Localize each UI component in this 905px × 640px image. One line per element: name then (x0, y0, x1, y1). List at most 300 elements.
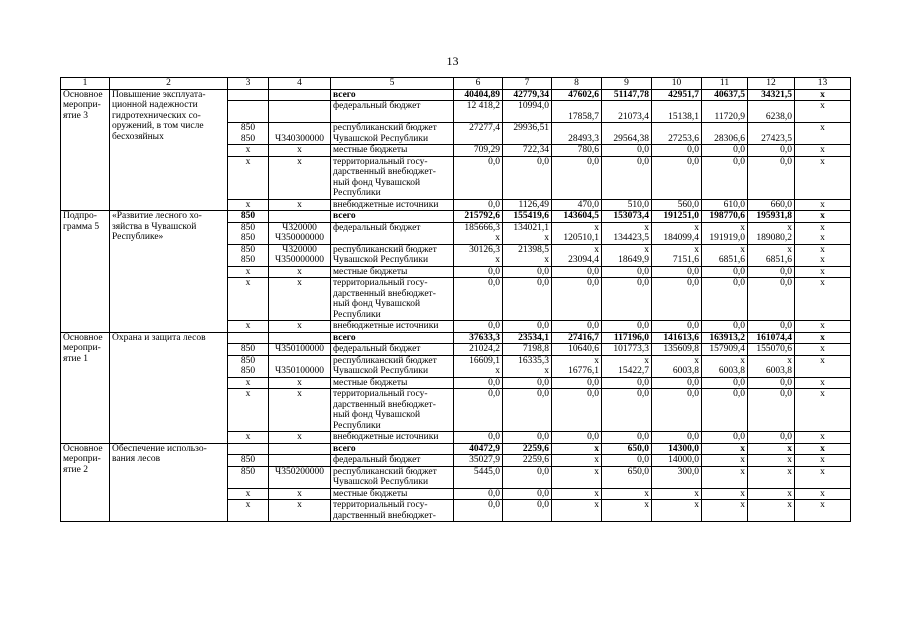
cell-line: x (594, 443, 599, 454)
cell-line: 16335,3 (518, 355, 549, 366)
value-cell-col-11 (702, 156, 748, 199)
cell-line (750, 123, 792, 134)
cell-line: x (820, 145, 825, 155)
value-cell-col-9 (602, 332, 652, 344)
cell-line: оружений, в том числе (112, 121, 204, 131)
funding-source-cell (331, 211, 454, 223)
cell-line: 780,6 (577, 145, 599, 155)
cell-line: 27423,5 (761, 133, 792, 144)
cell-line: 18649,9 (618, 255, 649, 265)
cell-line: федеральный бюджет (333, 101, 421, 111)
cell-line: республиканский бюджет (333, 355, 437, 366)
funding-source-cell (331, 89, 454, 101)
grbs-code-cell (228, 500, 269, 522)
table-row (61, 89, 851, 101)
value-cell-col-11 (702, 123, 748, 145)
grbs-code-cell (228, 123, 269, 145)
cell-line: 10640,6 (568, 344, 599, 354)
funding-source-cell (331, 466, 454, 488)
cell-line: x (820, 123, 825, 133)
cell-line: 42951,7 (668, 89, 699, 100)
value-cell-col-8 (552, 344, 602, 356)
cell-line: 0,0 (733, 145, 745, 155)
cell-line: республиканский бюджет (333, 244, 437, 255)
page-number: 13 (446, 54, 459, 68)
cell-line (230, 101, 266, 112)
cell-line: 27416,7 (568, 332, 599, 343)
cell-line: 47602,6 (568, 89, 599, 100)
cell-line: 28493,3 (568, 133, 599, 144)
cell-line: Ч350100000 (275, 366, 324, 376)
value-cell-col-8 (552, 278, 602, 321)
cell-line: всего (333, 443, 356, 454)
value-cell-col-12 (748, 432, 795, 444)
grbs-code-cell (228, 377, 269, 389)
cell-line: x (297, 377, 302, 388)
cell-line: дарственный внебюджет- (333, 399, 436, 410)
cell-line: 40637,5 (714, 89, 745, 100)
cell-line: 7198,8 (522, 344, 549, 354)
value-cell-col-7 (503, 500, 552, 522)
cell-line: 163913,2 (709, 332, 745, 343)
cell-line: 2259,6 (522, 455, 549, 465)
cell-line: x (820, 332, 825, 343)
column-number-9: 9 (602, 78, 652, 90)
value-cell-col-8 (552, 244, 602, 266)
value-cell-col-13 (795, 278, 851, 321)
cell-line: x (740, 455, 745, 465)
target-article-cell (269, 89, 331, 101)
value-cell-col-11 (702, 278, 748, 321)
cell-line: 850 (240, 466, 256, 477)
value-cell-col-7 (503, 389, 552, 432)
cell-line: федеральный бюджет (333, 222, 421, 233)
value-cell-col-10 (652, 344, 702, 356)
value-cell-col-12 (748, 466, 795, 488)
value-cell-col-8 (552, 101, 602, 123)
column-number-1: 1 (61, 78, 110, 90)
cell-line: Республике» (112, 232, 164, 242)
cell-line (604, 101, 649, 112)
value-cell-col-13 (795, 89, 851, 101)
value-cell-col-6 (454, 211, 503, 223)
value-cell-col-7 (503, 321, 552, 333)
value-cell-col-13 (795, 344, 851, 356)
cell-line: 14000,0 (668, 455, 699, 465)
cell-line: Основное (63, 332, 103, 343)
grbs-code-cell (228, 244, 269, 266)
cell-line: 0,0 (687, 321, 699, 331)
cell-line: республиканский бюджет (333, 466, 437, 477)
value-cell-col-10 (652, 199, 702, 211)
cell-line: бесхозяйных (112, 131, 164, 142)
value-cell-col-8 (552, 89, 602, 101)
value-cell-col-13 (795, 101, 851, 123)
value-cell-col-10 (652, 321, 702, 333)
target-article-cell (269, 332, 331, 344)
value-cell-col-8 (552, 156, 602, 199)
value-cell-col-10 (652, 222, 702, 244)
grbs-code-cell (228, 156, 269, 199)
cell-line: федеральный бюджет (333, 455, 421, 465)
cell-line: 189080,2 (756, 233, 792, 243)
column-number-2: 2 (110, 78, 228, 90)
cell-line: x (544, 366, 549, 376)
value-cell-col-8 (552, 199, 602, 211)
value-cell-col-11 (702, 432, 748, 444)
cell-line: x (297, 321, 302, 331)
cell-line: 850 (240, 123, 256, 133)
cell-line: x (594, 244, 599, 255)
cell-line: x (544, 255, 549, 265)
cell-line: местные бюджеты (333, 377, 408, 388)
value-cell-col-8 (552, 488, 602, 500)
cell-line: 35027,9 (469, 455, 500, 465)
cell-line: Ч350100000 (275, 344, 324, 354)
cell-line: Ч320000 (282, 244, 317, 255)
value-cell-col-8 (552, 321, 602, 333)
value-cell-col-8 (552, 222, 602, 244)
cell-line: Ч340300000 (275, 133, 324, 144)
cell-line: 0,0 (637, 145, 649, 155)
value-cell-col-7 (503, 244, 552, 266)
cell-line: x (820, 266, 825, 277)
value-cell-col-12 (748, 211, 795, 223)
cell-line: 722,34 (522, 145, 549, 155)
value-cell-col-13 (795, 332, 851, 344)
value-cell-col-8 (552, 211, 602, 223)
block-name-cell (110, 332, 228, 443)
funding-source-cell (331, 432, 454, 444)
cell-line: меропри- (63, 343, 101, 353)
cell-line: ятие 3 (63, 110, 88, 121)
target-article-cell (269, 222, 331, 244)
cell-line: 40472,9 (469, 443, 500, 454)
value-cell-col-10 (652, 101, 702, 123)
cell-line: 2259,6 (522, 443, 549, 454)
value-cell-col-6 (454, 244, 503, 266)
cell-line: 101773,3 (613, 344, 649, 354)
cell-line: ный фонд Чувашской (333, 177, 421, 188)
value-cell-col-10 (652, 244, 702, 266)
cell-line: внебюджетные источники (333, 321, 439, 331)
cell-line: x (594, 488, 599, 499)
value-cell-col-13 (795, 145, 851, 157)
value-cell-col-11 (702, 222, 748, 244)
cell-line: x (740, 466, 745, 477)
cell-line: 34321,5 (761, 89, 792, 100)
cell-line: 215792,6 (464, 211, 500, 221)
cell-line: x (297, 389, 302, 399)
cell-line: 16776,1 (568, 366, 599, 376)
value-cell-col-10 (652, 156, 702, 199)
target-article-cell (269, 355, 331, 377)
column-number-11: 11 (702, 78, 748, 90)
value-cell-col-12 (748, 344, 795, 356)
funding-source-cell (331, 389, 454, 432)
value-cell-col-6 (454, 89, 503, 101)
value-cell-col-10 (652, 278, 702, 321)
value-cell-col-9 (602, 344, 652, 356)
cell-line: ятие 2 (63, 464, 88, 475)
value-cell-col-10 (652, 332, 702, 344)
value-cell-col-8 (552, 389, 602, 432)
cell-line: Чувашской Республики (333, 255, 429, 265)
grbs-code-cell (228, 222, 269, 244)
value-cell-col-12 (748, 101, 795, 123)
value-cell-col-6 (454, 466, 503, 488)
value-cell-col-6 (454, 355, 503, 377)
value-cell-col-13 (795, 432, 851, 444)
cell-line: x (820, 89, 825, 100)
cell-line: 23534,1 (518, 332, 549, 343)
cell-line: x (544, 233, 549, 243)
value-cell-col-7 (503, 278, 552, 321)
value-cell-col-13 (795, 244, 851, 266)
value-cell-col-6 (454, 443, 503, 455)
value-cell-col-12 (748, 266, 795, 278)
funding-source-cell (331, 278, 454, 321)
cell-line: территориальный госу- (333, 500, 428, 510)
cell-line: 134021,1 (513, 222, 549, 233)
cell-line: ятие 1 (63, 353, 88, 364)
value-cell-col-6 (454, 377, 503, 389)
cell-line: 0,0 (687, 156, 699, 167)
value-cell-col-13 (795, 466, 851, 488)
value-cell-col-7 (503, 222, 552, 244)
cell-line: грамма 5 (63, 221, 100, 232)
cell-line (654, 123, 699, 134)
cell-line: меропри- (63, 100, 101, 110)
value-cell-col-11 (702, 101, 748, 123)
cell-line: Республики (333, 420, 381, 431)
cell-line: Обеспечение использо- (112, 443, 207, 454)
cell-line: x (820, 233, 825, 243)
cell-line: 6003,8 (765, 366, 792, 376)
cell-line: «Развитие лесного хо- (112, 211, 202, 221)
cell-line: 42779,34 (513, 89, 549, 100)
cell-line: 21073,4 (618, 111, 649, 122)
cell-line: x (820, 211, 825, 221)
grbs-code-cell (228, 389, 269, 432)
cell-line: Подпро- (63, 211, 97, 221)
column-number-10: 10 (652, 78, 702, 90)
cell-line: 29936,51 (513, 123, 549, 133)
funding-source-cell (331, 222, 454, 244)
cell-line: x (740, 222, 745, 233)
cell-line: x (820, 321, 825, 331)
cell-line: x (740, 355, 745, 366)
grbs-code-cell (228, 101, 269, 123)
cell-line: 0,0 (780, 321, 792, 331)
cell-line: 0,0 (637, 321, 649, 331)
cell-line: 0,0 (780, 432, 792, 442)
cell-line: x (694, 355, 699, 366)
cell-line: x (787, 466, 792, 477)
value-cell-col-10 (652, 488, 702, 500)
value-cell-col-13 (795, 488, 851, 500)
value-cell-col-10 (652, 432, 702, 444)
funding-source-cell (331, 244, 454, 266)
cell-line: местные бюджеты (333, 266, 408, 277)
cell-line: 10994,0 (518, 101, 549, 111)
cell-line: 0,0 (780, 266, 792, 277)
cell-line: 30126,3 (469, 244, 500, 255)
value-cell-col-13 (795, 156, 851, 199)
cell-line: x (644, 355, 649, 366)
cell-line (704, 123, 745, 134)
cell-line: Ч350000000 (275, 255, 324, 265)
column-number-6: 6 (454, 78, 503, 90)
cell-line: 6851,6 (718, 255, 745, 265)
value-cell-col-9 (602, 123, 652, 145)
cell-line: x (594, 222, 599, 233)
grbs-code-cell (228, 278, 269, 321)
cell-line: 27277,4 (469, 123, 500, 133)
cell-line: 0,0 (488, 199, 500, 210)
value-cell-col-7 (503, 443, 552, 455)
funding-source-cell (331, 443, 454, 455)
cell-line: x (787, 500, 792, 510)
grbs-code-cell (228, 332, 269, 344)
column-number-5: 5 (331, 78, 454, 90)
cell-line: Основное (63, 89, 103, 100)
cell-line: 1126,49 (518, 199, 549, 210)
value-cell-col-9 (602, 145, 652, 157)
cell-line: 0,0 (637, 156, 649, 167)
column-number-13: 13 (795, 78, 851, 90)
table-row (61, 211, 851, 223)
value-cell-col-12 (748, 389, 795, 432)
value-cell-col-7 (503, 101, 552, 123)
value-cell-col-12 (748, 455, 795, 467)
cell-line (554, 101, 599, 112)
cell-line: территориальный госу- (333, 278, 428, 288)
cell-line: x (787, 443, 792, 454)
value-cell-col-11 (702, 488, 748, 500)
cell-line: 6003,8 (672, 366, 699, 376)
column-number-7: 7 (503, 78, 552, 90)
block-name-cell (110, 211, 228, 333)
cell-line: 0,0 (687, 389, 699, 399)
cell-line: 153073,4 (613, 211, 649, 221)
cell-line: гидротехнических со- (112, 110, 201, 121)
cell-line: Основное (63, 443, 103, 454)
value-cell-col-6 (454, 488, 503, 500)
value-cell-col-6 (454, 278, 503, 321)
cell-line: 0,0 (780, 145, 792, 155)
column-number-12: 12 (748, 78, 795, 90)
value-cell-col-12 (748, 278, 795, 321)
cell-line: 0,0 (587, 389, 599, 399)
cell-line: 0,0 (637, 389, 649, 399)
cell-line: 0,0 (537, 488, 549, 499)
cell-line (271, 444, 328, 455)
value-cell-col-9 (602, 321, 652, 333)
cell-line: 191251,0 (663, 211, 699, 221)
target-article-cell (269, 455, 331, 467)
cell-line: 0,0 (587, 377, 599, 388)
grbs-code-cell (228, 321, 269, 333)
target-article-cell (269, 443, 331, 455)
value-cell-col-10 (652, 89, 702, 101)
grbs-code-cell (228, 199, 269, 211)
target-article-cell (269, 278, 331, 321)
cell-line: x (245, 500, 251, 510)
cell-line (750, 101, 792, 112)
table-row (61, 443, 851, 455)
cell-line: x (644, 244, 649, 255)
funding-source-cell (331, 156, 454, 199)
cell-line: 191919,0 (709, 233, 745, 243)
cell-line: 0,0 (733, 389, 745, 399)
cell-line: 15422,7 (618, 366, 649, 376)
cell-line: x (594, 355, 599, 366)
cell-line: дарственный внебюджет- (333, 288, 436, 299)
cell-line: Чувашской Республики (333, 366, 429, 376)
cell-line (230, 90, 266, 101)
cell-line: 0,0 (587, 156, 599, 167)
block-label-cell (61, 332, 110, 443)
column-number-row (61, 78, 851, 90)
block-name-cell (110, 443, 228, 522)
value-cell-col-10 (652, 266, 702, 278)
cell-line: 120510,1 (563, 233, 599, 243)
cell-line (271, 333, 328, 344)
column-number-4: 4 (269, 78, 331, 90)
value-cell-col-8 (552, 443, 602, 455)
funding-source-cell (331, 455, 454, 467)
cell-line: 185666,3 (464, 222, 500, 233)
target-article-cell (269, 488, 331, 500)
cell-line: x (495, 233, 500, 243)
cell-line: 11720,9 (714, 111, 745, 122)
cell-line: дарственный внебюджет- (333, 167, 436, 177)
cell-line: 0,0 (733, 156, 745, 167)
cell-line: Республики (333, 188, 381, 198)
cell-line: 0,0 (637, 377, 649, 388)
cell-line: 560,0 (677, 199, 699, 210)
value-cell-col-9 (602, 244, 652, 266)
cell-line: 850 (240, 455, 256, 465)
cell-line: 0,0 (637, 278, 649, 288)
funding-source-cell (331, 266, 454, 278)
value-cell-col-6 (454, 199, 503, 211)
target-article-cell (269, 432, 331, 444)
cell-line: 0,0 (733, 266, 745, 277)
funding-source-cell (331, 321, 454, 333)
cell-line: x (820, 355, 825, 366)
cell-line: федеральный бюджет (333, 344, 421, 354)
block-label-cell (61, 89, 110, 211)
target-article-cell (269, 500, 331, 522)
value-cell-col-6 (454, 266, 503, 278)
cell-line (230, 444, 266, 455)
cell-line: Республики (333, 309, 381, 320)
cell-line: 143604,5 (563, 211, 599, 221)
value-cell-col-7 (503, 344, 552, 356)
funding-source-cell (331, 101, 454, 123)
cell-line: x (297, 488, 302, 499)
column-number-3: 3 (228, 78, 269, 90)
cell-line: 0,0 (488, 266, 500, 277)
value-cell-col-13 (795, 321, 851, 333)
cell-line: 0,0 (587, 266, 599, 277)
cell-line: x (694, 500, 699, 510)
budget-table (60, 77, 851, 522)
value-cell-col-7 (503, 266, 552, 278)
cell-line: 0,0 (733, 321, 745, 331)
